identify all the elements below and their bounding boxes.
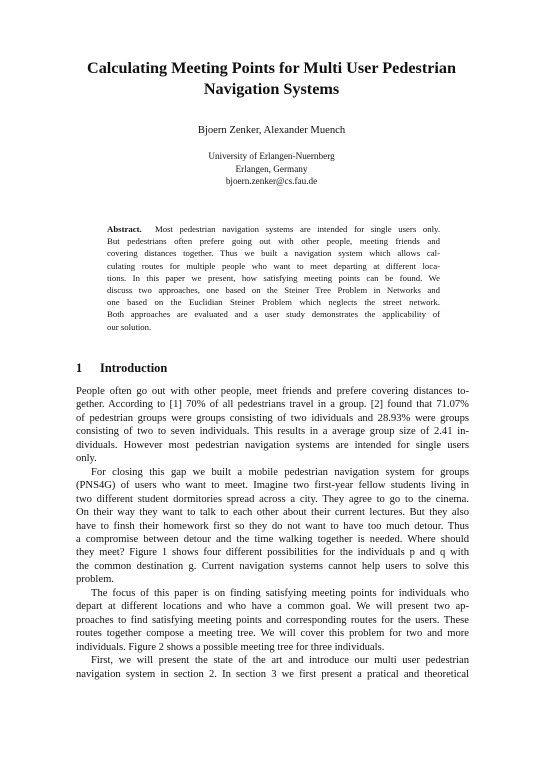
- text-line: individuals. Figure 2 shows a possible meeting tree for three individuals.: [76, 641, 385, 653]
- text-line: routes together compose a meeting tree. We will cover this problem for two and more: [76, 628, 469, 640]
- abstract-line: covering distances together. Thus we built a navigation system which allows cal-: [107, 248, 440, 259]
- text-line: On their way they want to talk to each other about their current lectures. But they also: [76, 507, 469, 519]
- abstract-label: Abstract.: [107, 224, 142, 234]
- text-line: only.: [76, 453, 97, 465]
- text-line: navigation system in section 2. In section 3 we first present a pratical and theoretical: [76, 668, 469, 680]
- affiliation-location: Erlangen, Germany: [235, 163, 308, 174]
- affiliation-email: bjoern.zenker@cs.fau.de: [225, 176, 318, 186]
- section-title: Introduction: [100, 361, 168, 375]
- text-line: they meet? Figure 1 shows four different possibilities for the individuals p and q with: [76, 547, 469, 559]
- text-line: have to finsh their homework first so they do not want to have too much detour. Thus: [76, 520, 469, 532]
- section-heading: [76, 361, 167, 376]
- title-line: Navigation Systems: [203, 80, 340, 98]
- abstract-line: our solution.: [107, 321, 152, 332]
- text-line: (PNS4G) of users who want to meet. Imagine two first-year fellow students living in: [76, 480, 469, 492]
- section-number: 1: [76, 361, 83, 375]
- text-line: consisting of two to seven individuals. This results in a average group size of 2.41 in-: [76, 426, 469, 438]
- paragraph: [76, 654, 469, 681]
- abstract-line: one based on the Euclidian Steiner Problem which neglects the street network.: [107, 297, 440, 308]
- abstract-line: Both approaches are evaluated and a user study demonstrates the applicability of: [107, 309, 440, 320]
- abstract-line: tions. In this paper we present, how satisfying meeting points can be found. We: [107, 272, 440, 283]
- paragraph: [76, 385, 469, 466]
- text-line: a compromise between detour and the time walking together is needed. Where should: [76, 533, 469, 545]
- text-line: First, we will present the state of the art and introduce our multi user pedestrian: [91, 655, 469, 667]
- text-line: the common destination g. Current navigation systems cannot help users to solve this: [76, 560, 469, 572]
- abstract-line: discuss two approaches, one based on the Steiner Tree Problem in Networks and: [107, 285, 440, 296]
- text-line: of pedestrian groups were groups consisting of two idividuals and 28.93% were groups: [76, 412, 469, 424]
- section-body: [76, 385, 469, 681]
- text-line: For closing this gap we built a mobile pedestrian navigation system for groups: [91, 466, 469, 478]
- title-line: Calculating Meeting Points for Multi User Pedestrian: [87, 59, 456, 77]
- text-line: depart at different locations and who have a common goal. We will present two ap-: [76, 601, 469, 613]
- text-line: two different student dormitories spread across a city. They agree to go to the cinema.: [76, 493, 469, 505]
- affiliation-institution: University of Erlangen-Nuernberg: [208, 151, 335, 161]
- abstract: [107, 223, 440, 333]
- text-line: The focus of this paper is on finding satisfying meeting points for individuals who: [91, 587, 469, 599]
- abstract-line: culating routes for multiple people who want to meet departing at different loca-: [107, 260, 440, 271]
- abstract-line: But pedestrians often prefere going out with other people, meeting friends and: [107, 236, 440, 247]
- text-line: proaches to find satisfying meeting points and corresponding routes for the users. These: [76, 614, 469, 626]
- text-line: dividuals. However most pedestrian navigation systems are intended for single users: [76, 439, 469, 451]
- text-line: gether. According to [1] 70% of all pedestrians travel in a group. [2] found that 71.07%: [76, 399, 469, 411]
- paragraph: [76, 466, 469, 587]
- paper-title: [40, 58, 503, 100]
- text-line: People often go out with other people, meet friends and prefere covering distances to-: [76, 386, 469, 397]
- paragraph: [76, 587, 469, 654]
- affiliation: [40, 150, 503, 188]
- author-list: Bjoern Zenker, Alexander Muench: [197, 125, 346, 136]
- abstract-text: Most pedestrian navigation systems are intended for single users only.: [154, 224, 441, 234]
- text-line: problem.: [76, 574, 114, 586]
- abstract-line: [107, 223, 440, 235]
